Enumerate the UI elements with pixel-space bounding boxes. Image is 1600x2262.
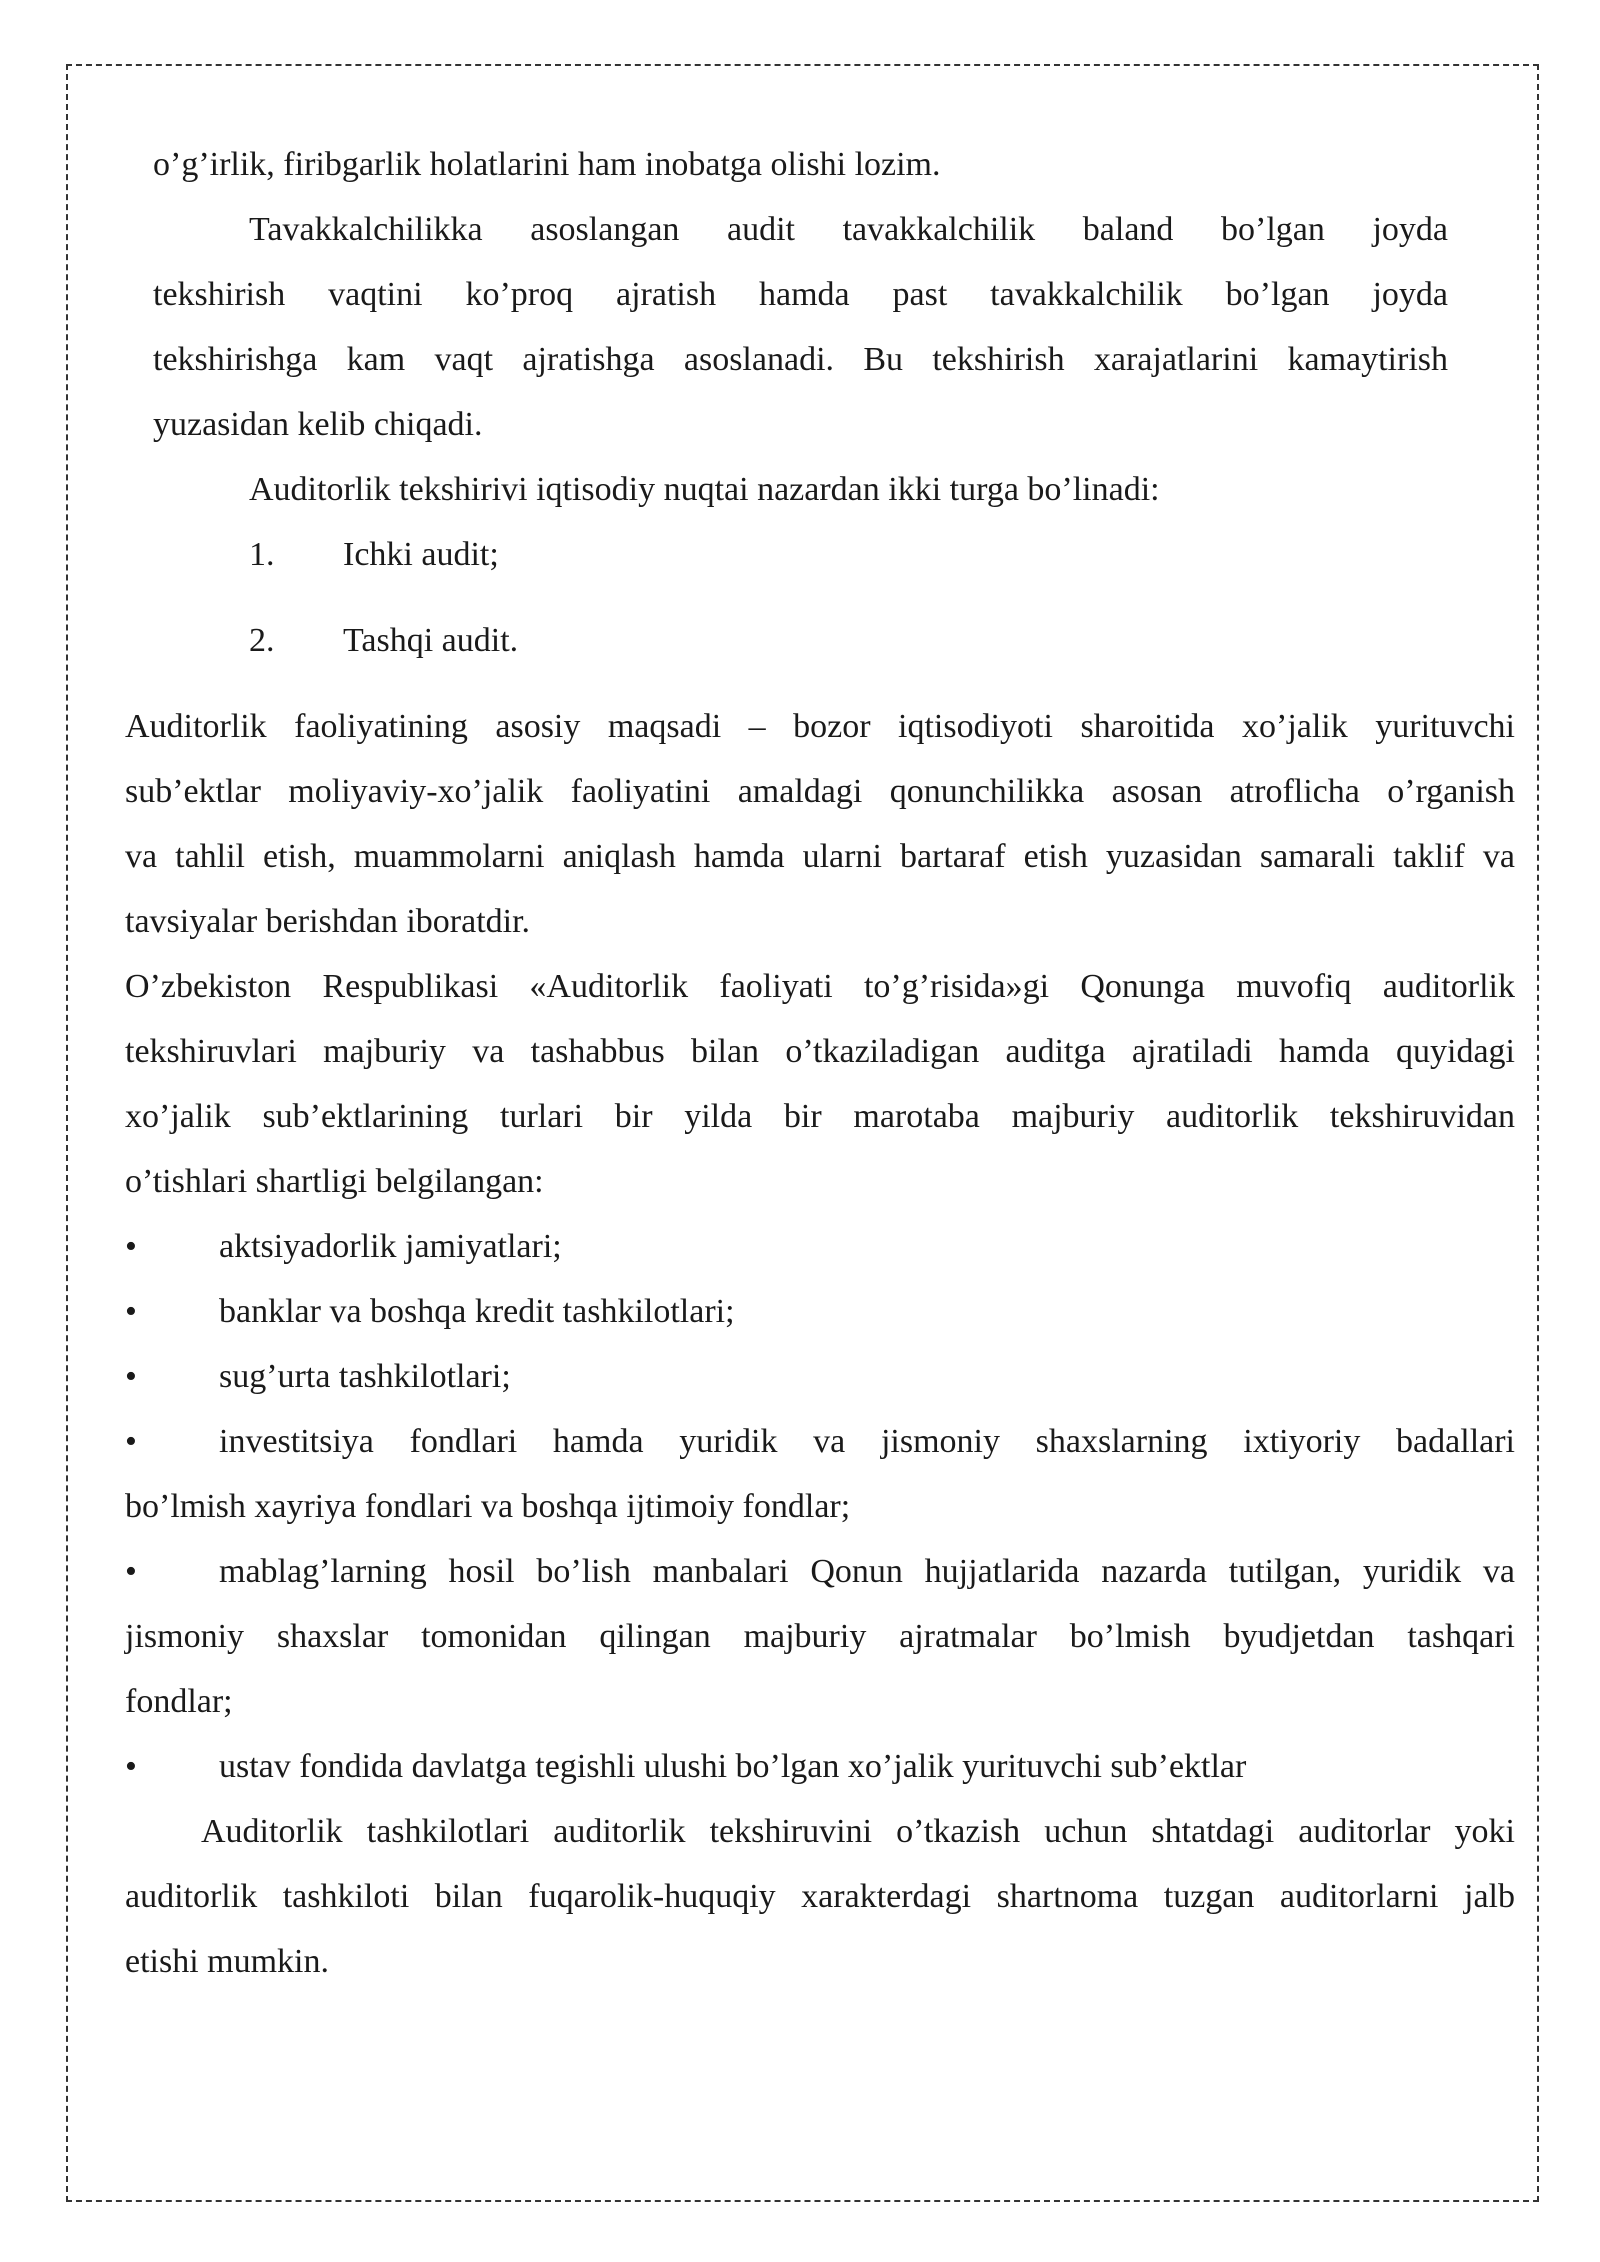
final-line-3: etishi mumkin.: [125, 1943, 329, 1980]
list-item: Ichki audit;: [343, 536, 499, 573]
bullet-item-continuation: bo’lmish xayriya fondlari va boshqa ijtimoiy fondlar;: [125, 1488, 851, 1525]
bullet-item-continuation: jismoniy shaxslar tomonidan qilingan majburiy ajratmalar bo’lmish byudjetdan tashqari: [125, 1618, 1515, 1655]
bullet-item-continuation: fondlar;: [125, 1683, 233, 1720]
bullet-item-text: aktsiyadorlik jamiyatlari;: [219, 1228, 562, 1265]
bullet-item-text: sug’urta tashkilotlari;: [219, 1358, 511, 1395]
risk-line-1: Tavakkalchilikka asoslangan audit tavakkalchilik baland bo’lgan joyda: [249, 211, 1448, 248]
bullet-item-text: banklar va boshqa kredit tashkilotlari;: [219, 1293, 735, 1330]
risk-line-3: tekshirishga kam vaqt ajratishga asoslanadi. Bu tekshirish xarajatlarini kamaytirish: [153, 341, 1448, 378]
intro-line: o’g’irlik, firibgarlik holatlarini ham inobatga olishi lozim.: [153, 146, 941, 183]
goal-line-2: sub’ektlar moliyaviy-xo’jalik faoliyatini amaldagi qonunchilikka asosan atroflicha o’rganish: [125, 773, 1515, 810]
bullet-mark: •: [125, 1553, 137, 1590]
bullet-mark: •: [125, 1748, 137, 1785]
risk-line-2: tekshirish vaqtini ko’proq ajratish hamda past tavakkalchilik bo’lgan joyda: [153, 276, 1448, 313]
law-line-4: o’tishlari shartligi belgilangan:: [125, 1163, 544, 1200]
final-line-2: auditorlik tashkiloti bilan fuqarolik-huquqiy xarakterdagi shartnoma tuzgan auditorlarni jalb: [125, 1878, 1515, 1915]
bullet-mark: •: [125, 1293, 137, 1330]
list-item: Tashqi audit.: [343, 622, 519, 659]
law-line-1: O’zbekiston Respublikasi «Auditorlik faoliyati to’g’risida»gi Qonunga muvofiq auditorlik: [125, 968, 1515, 1005]
bullet-item-text: investitsiya fondlari hamda yuridik va jismoniy shaxslarning ixtiyoriy badallari: [219, 1423, 1515, 1460]
law-line-2: tekshiruvlari majburiy va tashabbus bilan o’tkaziladigan auditga ajratiladi hamda quyidagi: [125, 1033, 1515, 1070]
goal-line-4: tavsiyalar berishdan iboratdir.: [125, 903, 531, 940]
bullet-mark: •: [125, 1228, 137, 1265]
types-intro: Auditorlik tekshirivi iqtisodiy nuqtai nazardan ikki turga bo’linadi:: [249, 471, 1160, 508]
list-number: 1.: [249, 536, 275, 573]
bullet-mark: •: [125, 1358, 137, 1395]
final-line-1: Auditorlik tashkilotlari auditorlik tekshiruvini o’tkazish uchun shtatdagi auditorlar yoki: [201, 1813, 1515, 1850]
law-line-3: xo’jalik sub’ektlarining turlari bir yilda bir marotaba majburiy auditorlik tekshiruvidan: [125, 1098, 1515, 1135]
goal-line-1: Auditorlik faoliyatining asosiy maqsadi – bozor iqtisodiyoti sharoitida xo’jalik yurituvchi: [125, 708, 1515, 745]
bullet-item-text: ustav fondida davlatga tegishli ulushi bo’lgan xo’jalik yurituvchi sub’ektlar: [219, 1748, 1247, 1785]
goal-line-3: va tahlil etish, muammolarni aniqlash hamda ularni bartaraf etish yuzasidan samarali taklif va: [125, 838, 1515, 875]
list-number: 2.: [249, 622, 275, 659]
bullet-mark: •: [125, 1423, 137, 1460]
risk-line-4: yuzasidan kelib chiqadi.: [153, 406, 483, 443]
bullet-item-text: mablag’larning hosil bo’lish manbalari Qonun hujjatlarida nazarda tutilgan, yuridik va: [219, 1553, 1515, 1590]
